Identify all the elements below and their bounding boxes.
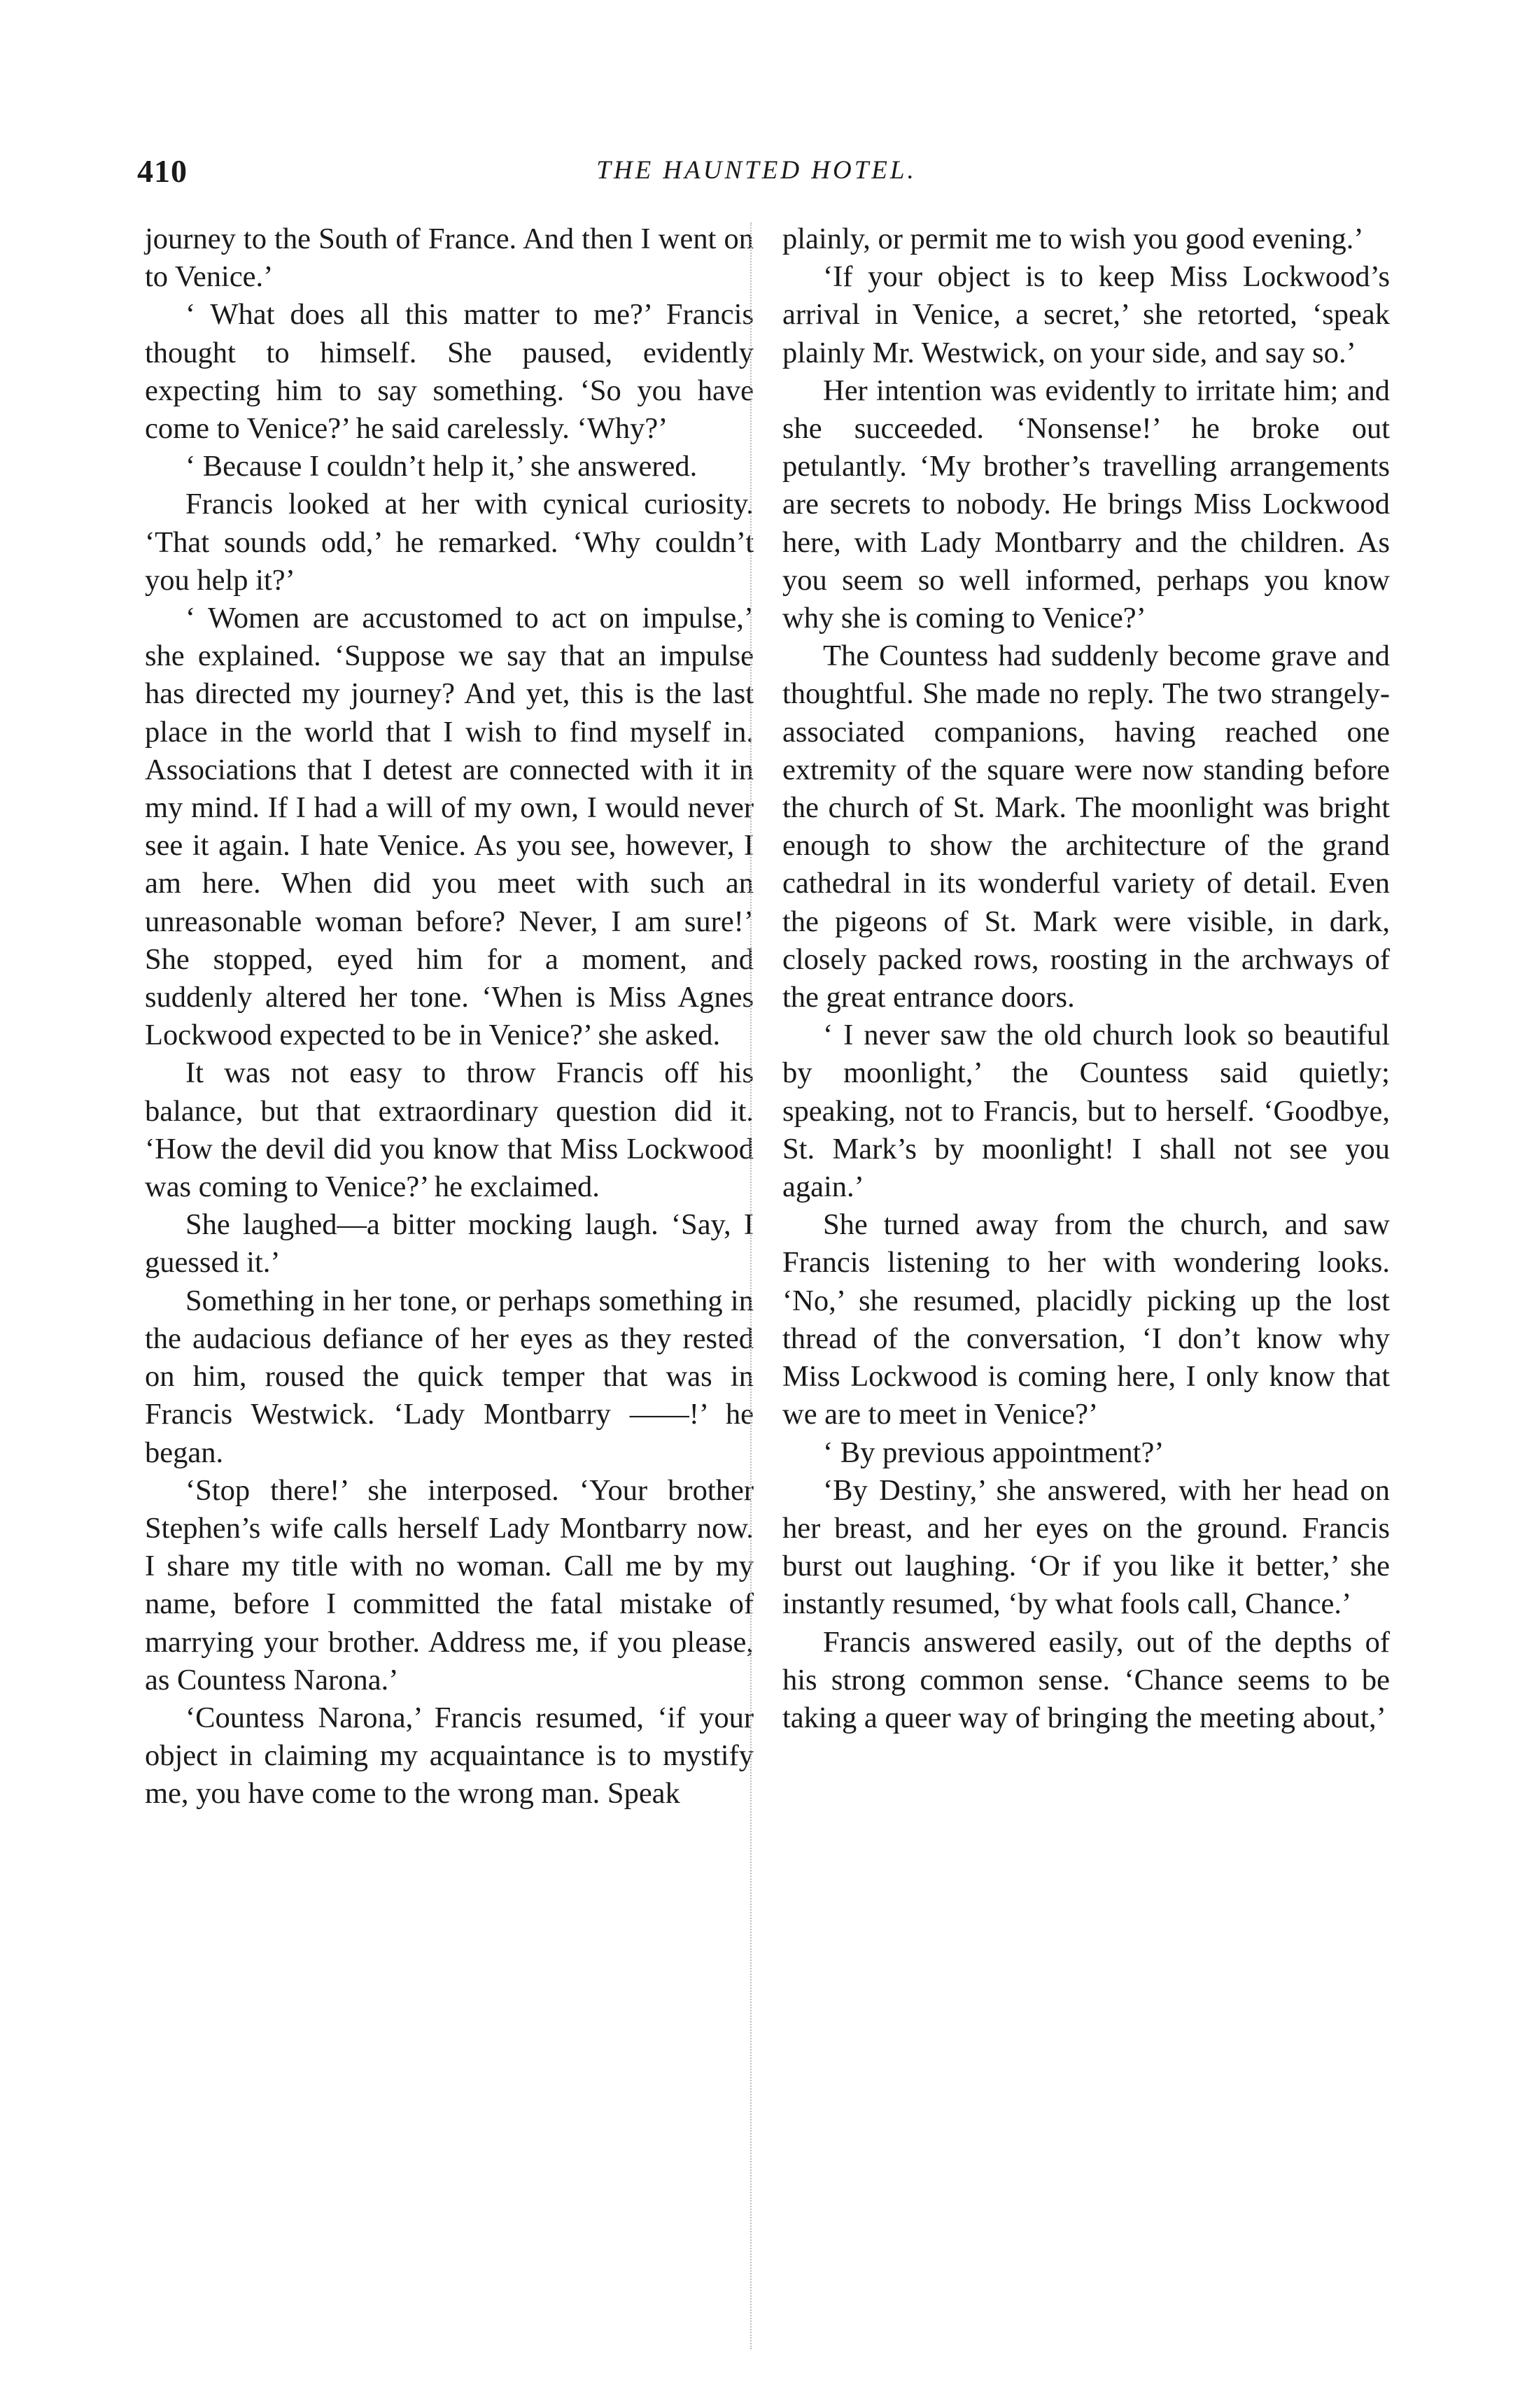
running-title: THE HAUNTED HOTEL. (596, 156, 917, 185)
paragraph: ‘ I never saw the old church look so beautiful by moonlight,’ the Countess said quietly; speaking, not to Francis, but to herself. ‘Goodbye, St. Mark’s by moonlight! I shall not see you again.’ (782, 1019, 1390, 1204)
paragraph: The Countess had suddenly become grave and thoughtful. She made no reply. The two strangely-associated companions, having reached one extremity of the square were now standing before the church of St. Mark. The moonlight was bright enough to show the architecture of the grand cathedral in its wonderful variety of detail. Even the pigeons of St. Mark were visible, in dark, closely packed rows, roosting in the archways of the great entrance doors. (782, 639, 1390, 1014)
paragraph: ‘ What does all this matter to me?’ Francis thought to himself. She paused, evidently expecting him to say something. ‘So you have come to Venice?’ he said carelessly. ‘Why?’ (145, 298, 754, 446)
paragraph: ‘By Destiny,’ she answered, with her head on her breast, and her eyes on the ground. Francis burst out laughing. ‘Or if you like it better,’ she instantly resumed, ‘by what fools call, Chance.’ (782, 1473, 1390, 1621)
paragraph: Her intention was evidently to irritate him; and she succeeded. ‘Nonsense!’ he broke out petulantly. ‘My brother’s travelling arrangements are secrets to nobody. He brings Miss Lockwood here, with Lady Montbarry and the children. As you seem so well informed, perhaps you know why she is coming to Venice?’ (782, 374, 1390, 635)
paragraph: ‘Countess Narona,’ Francis resumed, ‘if your object in claiming my acquaintance is to mystify me, you have come to the wrong man. Speak (145, 1701, 754, 1811)
page-number: 410 (137, 153, 188, 189)
right-column (782, 220, 1390, 1737)
paragraph: ‘ Women are accustomed to act on impulse,’ she explained. ‘Suppose we say that an impulse has directed my journey? And yet, this is the last place in the world that I wish to find myself in. Associations that I detest are connected with it in my mind. If I had a will of my own, I would never see it again. I hate Venice. As you see, however, I am here. When did you meet with such an unreasonable woman before? Never, I am sure!’ She stopped, eyed him for a moment, and suddenly altered her tone. ‘When is Miss Agnes Lockwood expected to be in Venice?’ she asked. (145, 602, 754, 1052)
paragraph: Francis answered easily, out of the depths of his strong common sense. ‘Chance seems to be taking a queer way of bringing the meeting about,’ (782, 1625, 1390, 1734)
left-column (145, 220, 754, 1813)
paragraph: Something in her tone, or perhaps something in the audacious defiance of her eyes as they rested on him, roused the quick temper that was in Francis Westwick. ‘Lady Montbarry ——!’ he began. (145, 1284, 754, 1469)
paragraph: ‘Stop there!’ she interposed. ‘Your brother Stephen’s wife calls herself Lady Montbarry now. I share my title with no woman. Call me by my name, before I committed the fatal mistake of marrying your brother. Address me, if you please, as Countess Narona.’ (145, 1473, 754, 1697)
paragraph: ‘If your object is to keep Miss Lockwood’s arrival in Venice, a secret,’ she retorted, ‘speak plainly Mr. Westwick, on your side, and say so.’ (782, 260, 1390, 369)
paragraph: ‘ Because I couldn’t help it,’ she answered. (185, 450, 698, 483)
paragraph: She turned away from the church, and saw Francis listening to her with wondering looks. ‘No,’ she resumed, placidly picking up the lost thread of the conversation, ‘I don’t know why Miss Lockwood is coming here, I only know that we are to meet in Venice?’ (782, 1208, 1390, 1431)
paragraph: plainly, or permit me to wish you good evening.’ (782, 222, 1364, 255)
column-divider (750, 222, 752, 2349)
paragraph: She laughed—a bitter mocking laugh. ‘Say, I guessed it.’ (145, 1208, 754, 1280)
paragraph: It was not easy to throw Francis off his balance, but that extraordinary question did it. ‘How the devil did you know that Miss Lockwood was coming to Venice?’ he exclaimed. (145, 1056, 754, 1204)
paragraph: Francis looked at her with cynical curiosity. ‘That sounds odd,’ he remarked. ‘Why couldn’t you help it?’ (145, 488, 754, 597)
paragraph: ‘ By previous appointment?’ (823, 1436, 1164, 1469)
paragraph: journey to the South of France. And then I went on to Venice.’ (145, 222, 754, 294)
